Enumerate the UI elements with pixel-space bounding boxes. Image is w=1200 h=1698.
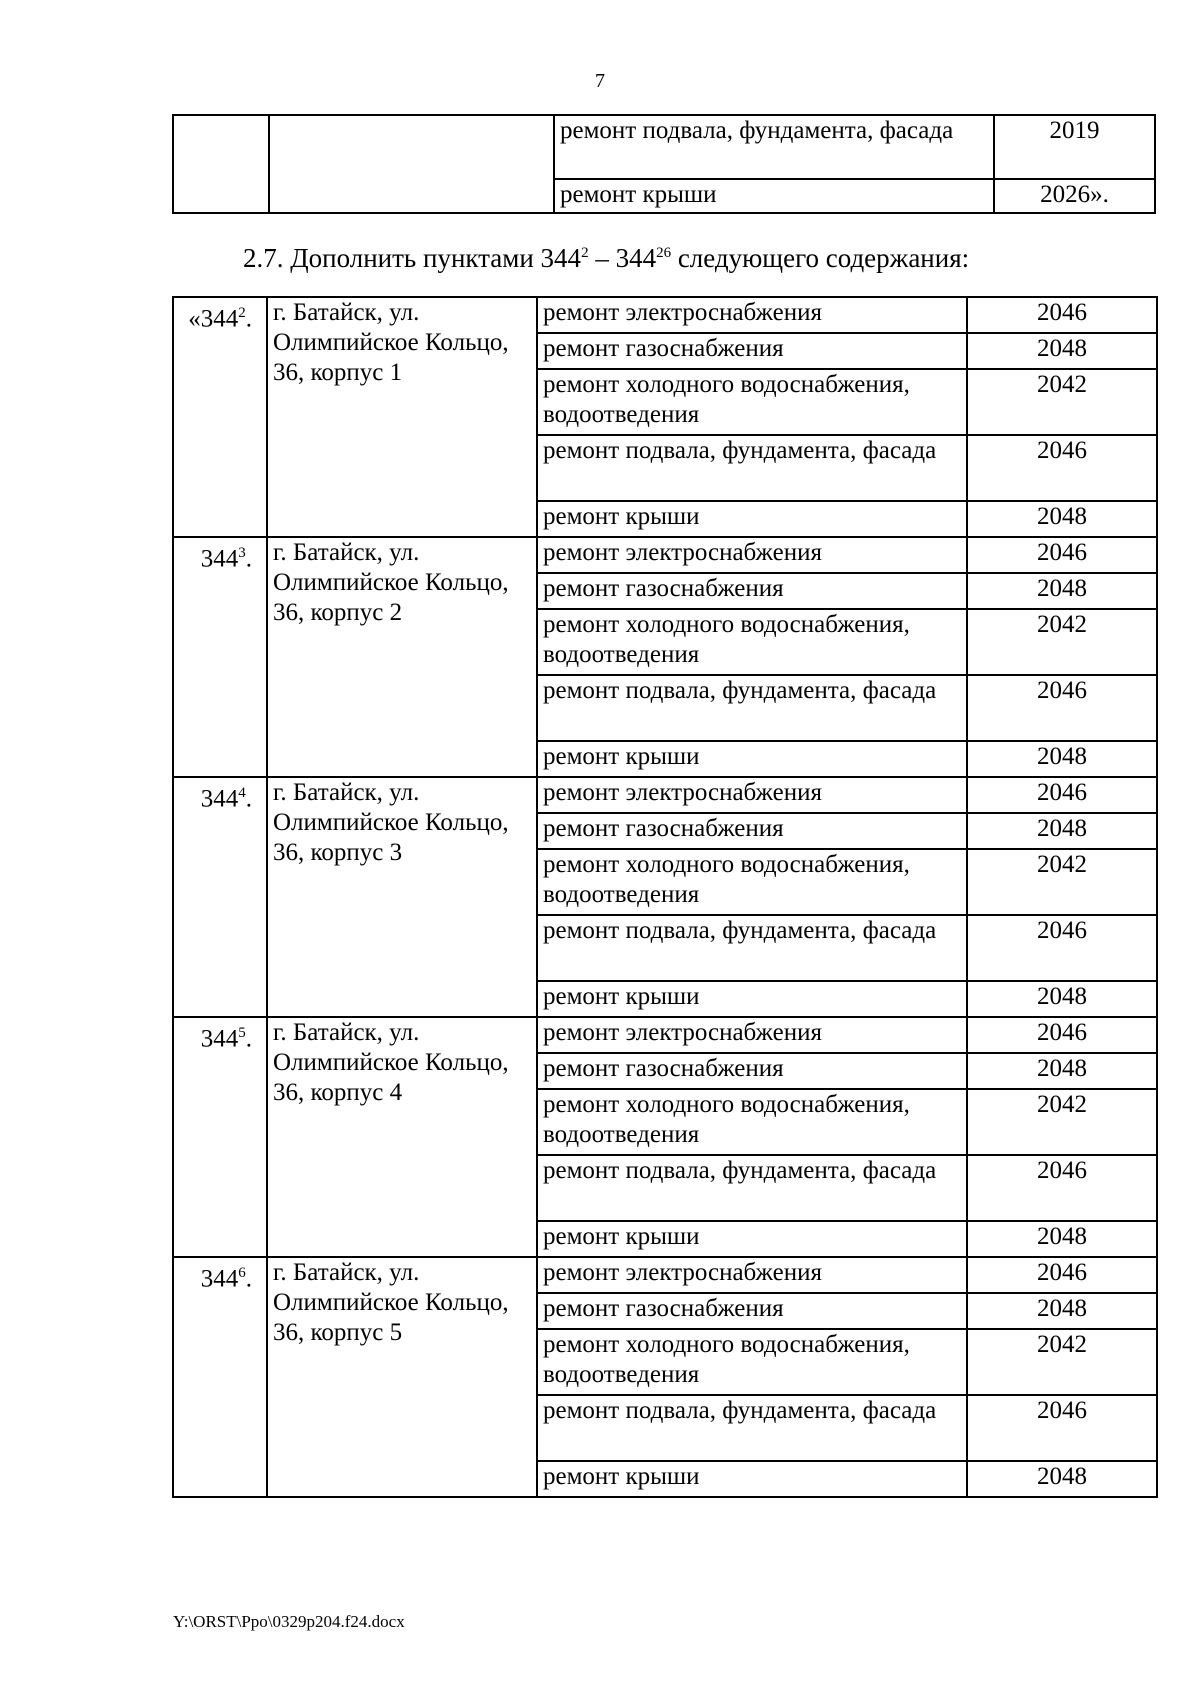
work-year: 2046 bbox=[967, 675, 1157, 741]
work-year: 2042 bbox=[967, 609, 1157, 675]
item-number-text: 344 bbox=[200, 1265, 239, 1293]
work-year: 2046 bbox=[967, 777, 1157, 813]
item-number-sup: 4 bbox=[238, 785, 246, 801]
work-name: ремонт холодного водоснабжения, водоотведения bbox=[537, 369, 967, 435]
address-cell bbox=[269, 115, 554, 213]
table-row bbox=[173, 537, 1157, 573]
work-name: ремонт подвала, фундамента, фасада bbox=[537, 1155, 967, 1221]
work-year: 2046 bbox=[967, 1257, 1157, 1293]
item-number-sup: 2 bbox=[238, 305, 246, 321]
year-cell: 2019 bbox=[994, 115, 1155, 179]
work-year: 2048 bbox=[967, 1461, 1157, 1497]
work-name: ремонт электроснабжения bbox=[537, 1257, 967, 1293]
intro-suffix: следующего содержания: bbox=[671, 243, 970, 273]
item-address: г. Батайск, ул. Олимпийское Кольцо, 36, корпус 4 bbox=[267, 1017, 537, 1257]
intro-sup-end: 26 bbox=[656, 245, 672, 261]
work-name: ремонт крыши bbox=[537, 741, 967, 777]
work-year: 2046 bbox=[967, 915, 1157, 981]
work-name: ремонт электроснабжения bbox=[537, 1017, 967, 1053]
work-year: 2048 bbox=[967, 573, 1157, 609]
table-row bbox=[173, 777, 1157, 813]
work-year: 2042 bbox=[967, 849, 1157, 915]
work-name: ремонт газоснабжения bbox=[537, 1053, 967, 1089]
item-number-end: . bbox=[245, 1025, 252, 1053]
item-number-text: 344 bbox=[200, 785, 239, 813]
page-number: 7 bbox=[595, 70, 605, 92]
work-year: 2048 bbox=[967, 741, 1157, 777]
work-year: 2046 bbox=[967, 1017, 1157, 1053]
item-address: г. Батайск, ул. Олимпийское Кольцо, 36, корпус 5 bbox=[267, 1257, 537, 1497]
work-cell: ремонт подвала, фундамента, фасада bbox=[554, 115, 994, 179]
table-row bbox=[173, 115, 1155, 179]
intro-paragraph bbox=[243, 243, 969, 274]
item-number-text: 344 bbox=[200, 545, 239, 573]
work-name: ремонт холодного водоснабжения, водоотведения bbox=[537, 849, 967, 915]
work-year: 2042 bbox=[967, 1329, 1157, 1395]
file-path-footer: Y:\ORST\Ppo\0329p204.f24.docx bbox=[173, 1612, 405, 1631]
work-name: ремонт электроснабжения bbox=[537, 297, 967, 333]
intro-middle: – 344 bbox=[588, 243, 657, 273]
work-name: ремонт крыши bbox=[537, 981, 967, 1017]
item-number-end: . bbox=[245, 305, 252, 333]
items-table bbox=[172, 296, 1158, 1498]
intro-prefix: 2.7. Дополнить пунктами 344 bbox=[243, 243, 582, 273]
work-year: 2048 bbox=[967, 1053, 1157, 1089]
item-number-sup: 5 bbox=[238, 1025, 246, 1041]
item-address: г. Батайск, ул. Олимпийское Кольцо, 36, корпус 2 bbox=[267, 537, 537, 777]
item-number bbox=[173, 537, 267, 777]
work-name: ремонт электроснабжения bbox=[537, 537, 967, 573]
item-number-text: 344 bbox=[200, 1025, 239, 1053]
work-year: 2042 bbox=[967, 369, 1157, 435]
work-name: ремонт газоснабжения bbox=[537, 813, 967, 849]
work-name: ремонт холодного водоснабжения, водоотведения bbox=[537, 609, 967, 675]
work-name: ремонт подвала, фундамента, фасада bbox=[537, 435, 967, 501]
work-name: ремонт холодного водоснабжения, водоотведения bbox=[537, 1089, 967, 1155]
work-name: ремонт крыши bbox=[537, 1461, 967, 1497]
item-number-end: . bbox=[245, 1265, 252, 1293]
item-number-sup: 3 bbox=[238, 545, 246, 561]
item-address: г. Батайск, ул. Олимпийское Кольцо, 36, корпус 1 bbox=[267, 297, 537, 537]
item-address: г. Батайск, ул. Олимпийское Кольцо, 36, корпус 3 bbox=[267, 777, 537, 1017]
work-name: ремонт крыши bbox=[537, 501, 967, 537]
item-number bbox=[173, 297, 267, 537]
work-year: 2048 bbox=[967, 1293, 1157, 1329]
item-number bbox=[173, 1017, 267, 1257]
work-cell: ремонт крыши bbox=[554, 179, 994, 213]
number-cell bbox=[173, 115, 269, 213]
work-year: 2046 bbox=[967, 435, 1157, 501]
work-name: ремонт газоснабжения bbox=[537, 573, 967, 609]
work-name: ремонт газоснабжения bbox=[537, 333, 967, 369]
work-name: ремонт подвала, фундамента, фасада bbox=[537, 675, 967, 741]
work-name: ремонт электроснабжения bbox=[537, 777, 967, 813]
item-number-end: . bbox=[245, 785, 252, 813]
table-row bbox=[173, 297, 1157, 333]
work-year: 2048 bbox=[967, 813, 1157, 849]
work-year: 2046 bbox=[967, 297, 1157, 333]
work-year: 2046 bbox=[967, 537, 1157, 573]
item-number bbox=[173, 1257, 267, 1497]
item-number-end: . bbox=[245, 545, 252, 573]
work-year: 2048 bbox=[967, 501, 1157, 537]
continuation-table bbox=[172, 114, 1156, 214]
work-year: 2048 bbox=[967, 1221, 1157, 1257]
work-year: 2042 bbox=[967, 1089, 1157, 1155]
work-name: ремонт подвала, фундамента, фасада bbox=[537, 915, 967, 981]
item-number-sup: 6 bbox=[238, 1265, 246, 1281]
work-name: ремонт газоснабжения bbox=[537, 1293, 967, 1329]
work-year: 2046 bbox=[967, 1155, 1157, 1221]
intro-sup-start: 2 bbox=[581, 245, 589, 261]
work-name: ремонт холодного водоснабжения, водоотведения bbox=[537, 1329, 967, 1395]
work-year: 2048 bbox=[967, 333, 1157, 369]
work-name: ремонт подвала, фундамента, фасада bbox=[537, 1395, 967, 1461]
work-year: 2046 bbox=[967, 1395, 1157, 1461]
year-cell: 2026». bbox=[994, 179, 1155, 213]
item-number-text: «344 bbox=[188, 305, 239, 333]
table-row bbox=[173, 1257, 1157, 1293]
work-name: ремонт крыши bbox=[537, 1221, 967, 1257]
table-row bbox=[173, 1017, 1157, 1053]
item-number bbox=[173, 777, 267, 1017]
work-year: 2048 bbox=[967, 981, 1157, 1017]
